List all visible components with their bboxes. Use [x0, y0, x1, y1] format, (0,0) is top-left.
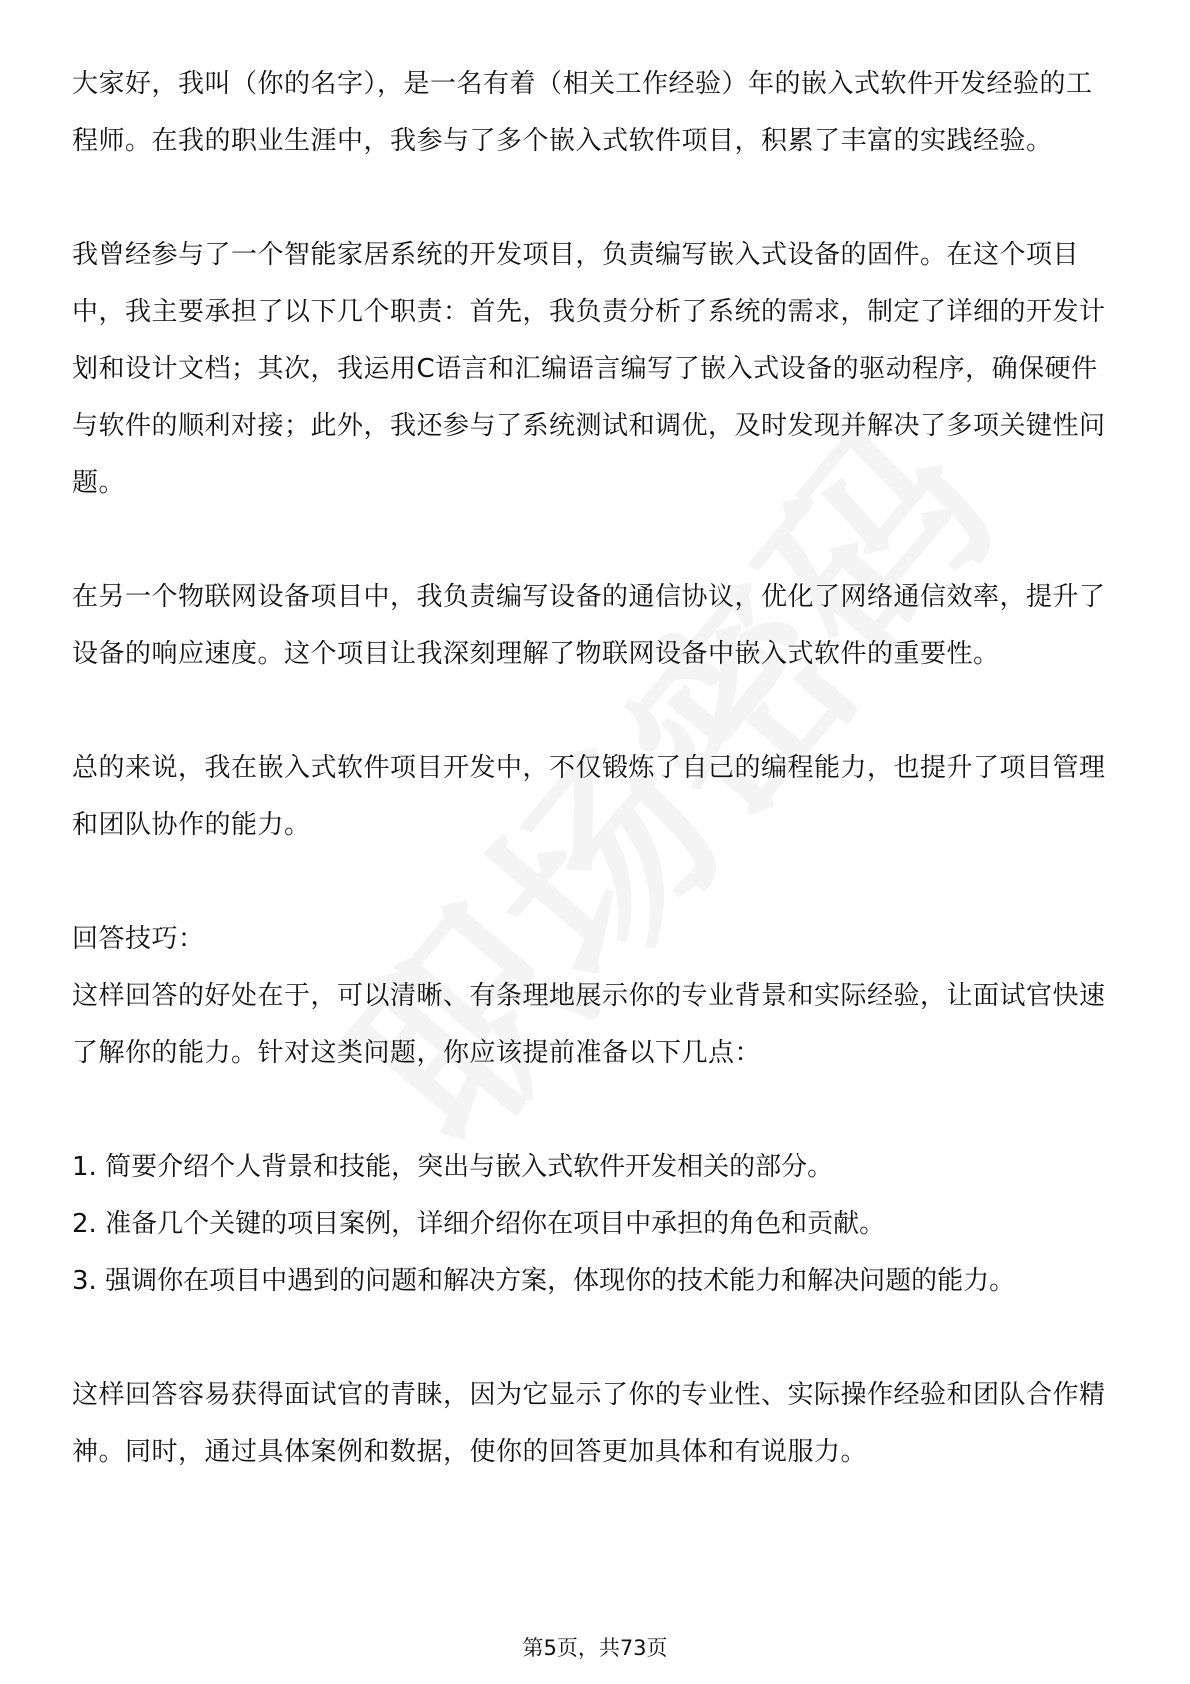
spacer	[72, 683, 1118, 740]
tips-heading: 回答技巧：	[72, 924, 205, 954]
spacer	[72, 1082, 1118, 1139]
spacer	[72, 854, 1118, 911]
project-paragraph-smart-home: 我曾经参与了一个智能家居系统的开发项目，负责编写嵌入式设备的固件。在这个项目中，我主要承担了以下几个职责：首先，我负责分析了系统的需求，制定了详细的开发计划和设计文档；其次，我运用C语言和汇编语言编写了嵌入式设备的驱动程序，确保硬件与软件的顺利对接；此外，我还参与了系统测试和调优，及时发现并解决了多项关键性问题。	[72, 240, 1106, 498]
tips-intro: 这样回答的好处在于，可以清晰、有条理地展示你的专业背景和实际经验，让面试官快速了解你的能力。针对这类问题，你应该提前准备以下几点：	[72, 981, 1106, 1068]
tips-list-item: 1. 简要介绍个人背景和技能，突出与嵌入式软件开发相关的部分。	[72, 1152, 834, 1182]
intro-paragraph: 大家好，我叫（你的名字），是一名有着（相关工作经验）年的嵌入式软件开发经验的工程师。在我的职业生涯中，我参与了多个嵌入式软件项目，积累了丰富的实践经验。	[72, 69, 1093, 156]
tips-list-item: 3. 强调你在项目中遇到的问题和解决方案，体现你的技术能力和解决问题的能力。	[72, 1266, 1016, 1296]
summary-paragraph: 总的来说，我在嵌入式软件项目开发中，不仅锻炼了自己的编程能力，也提升了项目管理和团队协作的能力。	[72, 753, 1106, 840]
spacer	[72, 170, 1118, 227]
tips-list-item: 2. 准备几个关键的项目案例，详细介绍你在项目中承担的角色和贡献。	[72, 1209, 886, 1239]
spacer	[72, 512, 1118, 569]
project-paragraph-iot: 在另一个物联网设备项目中，我负责编写设备的通信协议，优化了网络通信效率，提升了设备的响应速度。这个项目让我深刻理解了物联网设备中嵌入式软件的重要性。	[72, 582, 1106, 669]
spacer	[72, 1310, 1118, 1367]
closing-paragraph: 这样回答容易获得面试官的青睐，因为它显示了你的专业性、实际操作经验和团队合作精神。同时，通过具体案例和数据，使你的回答更加具体和有说服力。	[72, 1380, 1106, 1467]
page-number: 第5页，共73页	[522, 1636, 668, 1660]
document-body	[72, 56, 1118, 1481]
